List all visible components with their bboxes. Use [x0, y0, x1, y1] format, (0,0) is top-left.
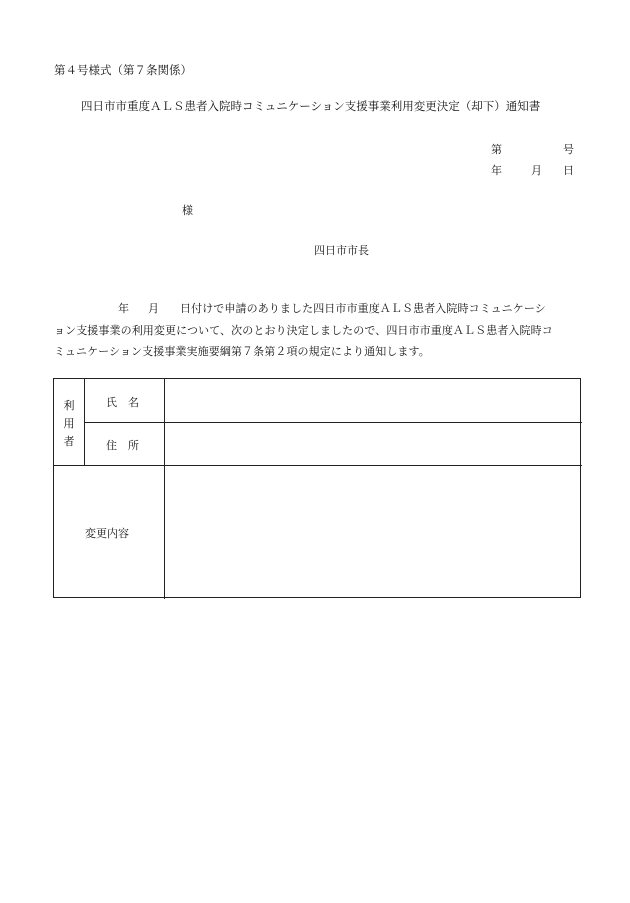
address-label: 住 所 — [106, 439, 139, 452]
body-text-line-2: ョン支援事業の利用変更について、次のとおり決定しましたので、四日市市重度ＡＬＳ患者入院時コ — [54, 324, 553, 337]
number-label: 第 — [491, 143, 502, 156]
addressee-suffix: 様 — [182, 204, 193, 217]
user-label — [54, 397, 84, 451]
name-label: 氏 名 — [106, 396, 139, 409]
body-text-line-1: 日付けで申請のありました四日市市重度ＡＬＳ患者入院時コミュニケーシ — [180, 302, 546, 315]
date-year-label: 年 — [491, 164, 502, 177]
form-number: 第４号様式（第７条関係） — [54, 63, 192, 77]
issuer-name: 四日市市長 — [314, 244, 369, 257]
changes-label: 変更内容 — [85, 527, 129, 540]
body-month-label: 月 — [148, 302, 160, 315]
table-divider — [164, 379, 165, 599]
date-day-label: 日 — [563, 164, 574, 177]
number-suffix: 号 — [563, 143, 574, 156]
user-label-char: 者 — [63, 435, 75, 448]
table-divider — [54, 465, 582, 466]
document-title: 四日市市重度ＡＬＳ患者入院時コミュニケーション支援事業利用変更決定（却下）通知書 — [81, 99, 541, 113]
table-divider — [84, 422, 582, 423]
date-month-label: 月 — [531, 164, 542, 177]
user-label-char: 利 — [63, 399, 75, 412]
user-info-table — [53, 378, 581, 598]
body-year-label: 年 — [118, 302, 130, 315]
body-text-line-3: ミュニケーション支援事業実施要綱第７条第２項の規定により通知します。 — [54, 345, 430, 358]
user-label-char: 用 — [63, 417, 75, 430]
